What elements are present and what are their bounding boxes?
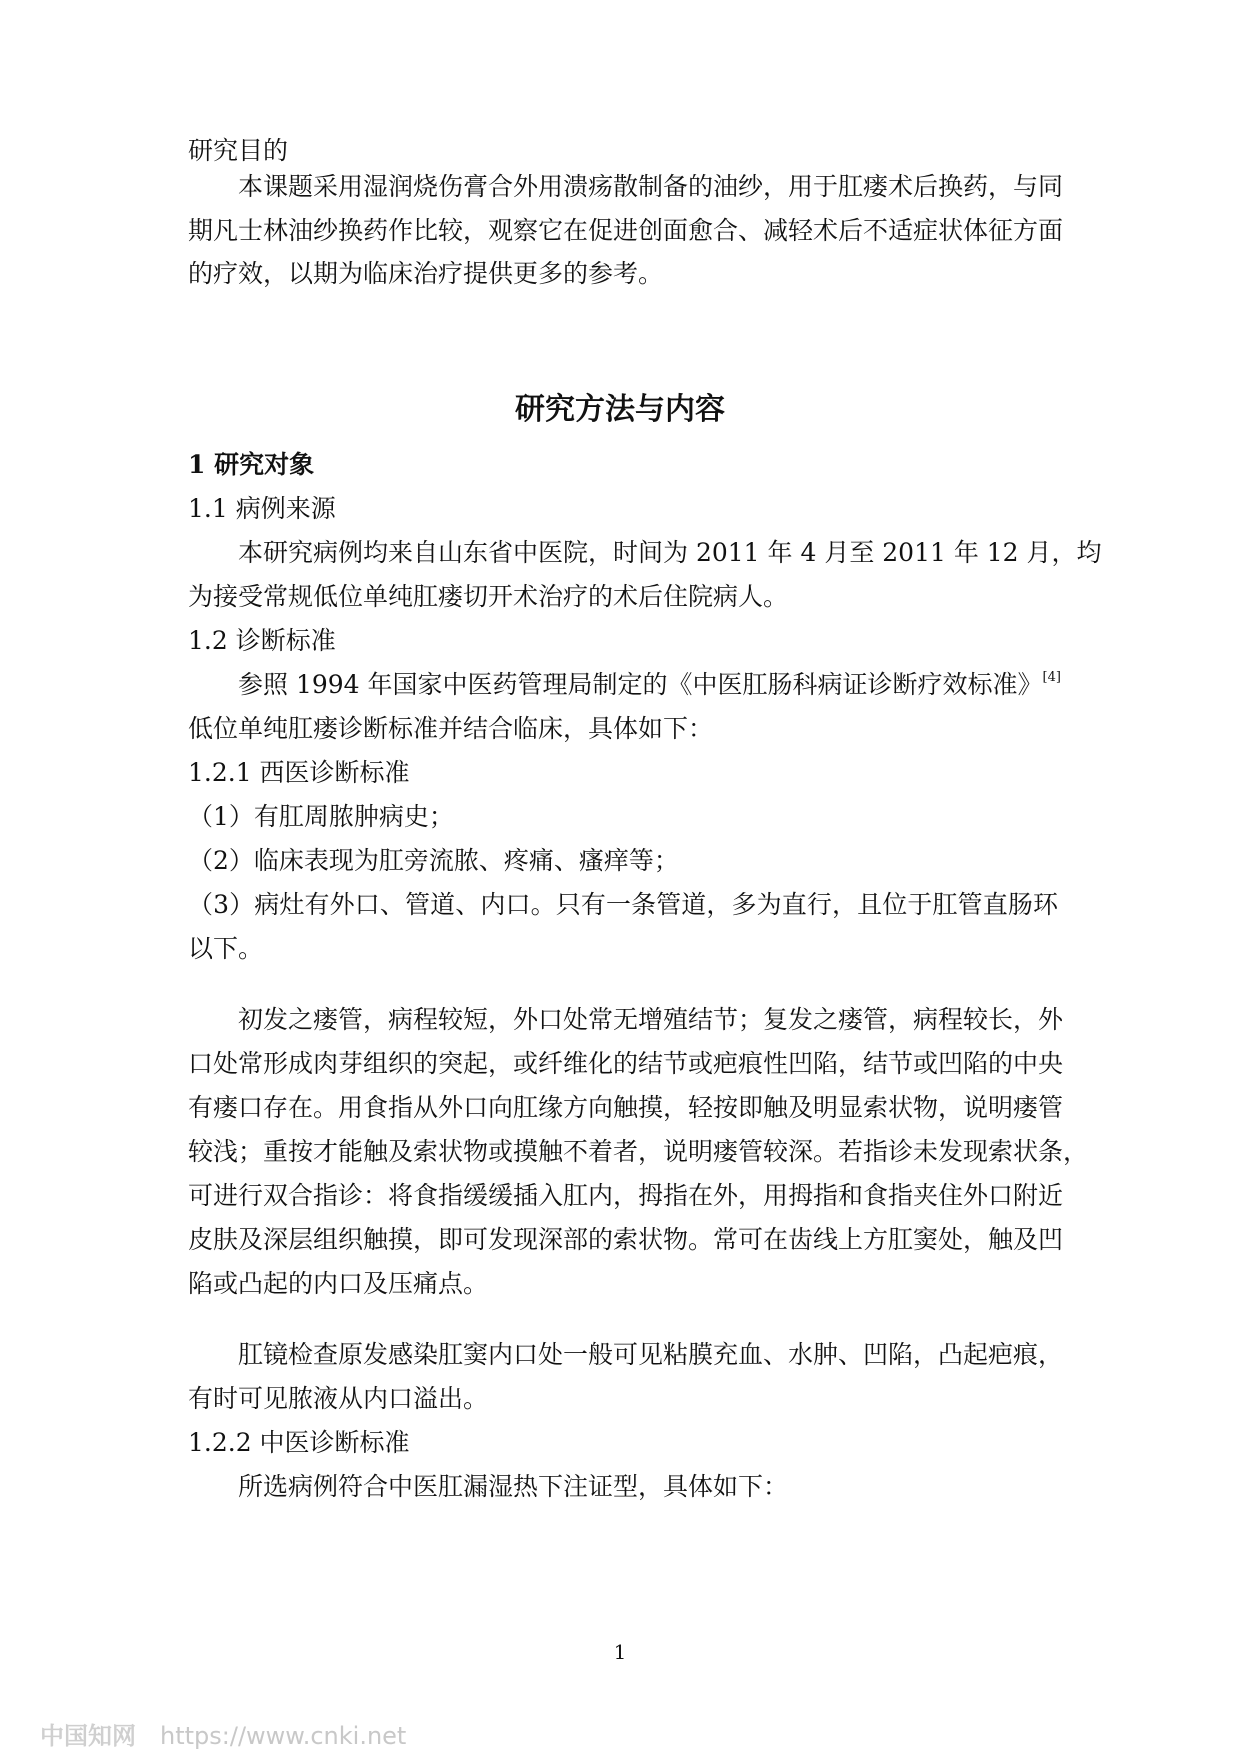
fistula-paragraph-line: 初发之瘘管，病程较短，外口处常无增殖结节；复发之瘘管，病程较长，外 [238,1005,1064,1034]
heading-1-2-1: 1.2.1 西医诊断标准 [188,758,410,787]
fistula-paragraph-line: 有瘘口存在。用食指从外口向肛缘方向触摸，轻按即触及明显索状物，说明瘘管 [188,1093,1064,1122]
watermark-logo: 中国知网 [40,1722,136,1750]
citation-ref: [4] [1042,670,1061,685]
western-item: （2）临床表现为肛旁流脓、疼痛、瘙痒等； [188,846,679,875]
western-item: 以下。 [188,934,264,963]
fistula-paragraph-line: 可进行双合指诊：将食指缓缓插入肛内，拇指在外，用拇指和食指夹住外口附近 [188,1181,1064,1210]
heading-1-2-2: 1.2.2 中医诊断标准 [188,1428,410,1457]
purpose-line: 期凡士林油纱换药作比较，观察它在促进创面愈合、减轻术后不适症状体征方面 [188,216,1064,245]
purpose-heading: 研究目的 [188,136,289,165]
diagnosis-line: 低位单纯肛瘘诊断标准并结合临床，具体如下： [188,714,714,743]
section-title: 研究方法与内容 [515,392,725,427]
diagnosis-text: 参照 1994 年国家中医药管理局制定的《中医肛肠科病证诊断疗效标准》 [238,670,1043,699]
source-line: 为接受常规低位单纯肛瘘切开术治疗的术后住院病人。 [188,582,789,611]
heading-1-1: 1.1 病例来源 [188,494,336,523]
scope-paragraph-line: 有时可见脓液从内口溢出。 [188,1384,489,1413]
fistula-paragraph-line: 较浅；重按才能触及索状物或摸触不着者，说明瘘管较深。若指诊未发现索状条， [188,1137,1089,1166]
western-item: （3）病灶有外口、管道、内口。只有一条管道，多为直行，且位于肛管直肠环 [188,890,1058,919]
page-number: 1 [613,1640,627,1664]
scope-paragraph-line: 肛镜检查原发感染肛窦内口处一般可见粘膜充血、水肿、凹陷，凸起疤痕， [238,1340,1064,1369]
heading-1-2: 1.2 诊断标准 [188,626,336,655]
watermark [40,1716,406,1751]
watermark-url: https://www.cnki.net [160,1722,407,1750]
purpose-line: 的疗效，以期为临床治疗提供更多的参考。 [188,259,664,288]
fistula-paragraph-line: 皮肤及深层组织触摸，即可发现深部的索状物。常可在齿线上方肛窦处，触及凹 [188,1225,1064,1254]
western-item: （1）有肛周脓肿病史； [188,802,454,831]
fistula-paragraph-line: 陷或凸起的内口及压痛点。 [188,1269,489,1298]
source-line: 本研究病例均来自山东省中医院，时间为 2011 年 4 月至 2011 年 12 月，均 [238,538,1102,567]
fistula-paragraph-line: 口处常形成肉芽组织的突起，或纤维化的结节或疤痕性凹陷，结节或凹陷的中央 [188,1049,1064,1078]
heading-1: 1 研究对象 [188,450,315,479]
purpose-line: 本课题采用湿润烧伤膏合外用溃疡散制备的油纱，用于肛瘘术后换药，与同 [238,172,1064,201]
diagnosis-line [238,668,1061,702]
tcm-line: 所选病例符合中医肛漏湿热下注证型，具体如下： [238,1472,789,1501]
